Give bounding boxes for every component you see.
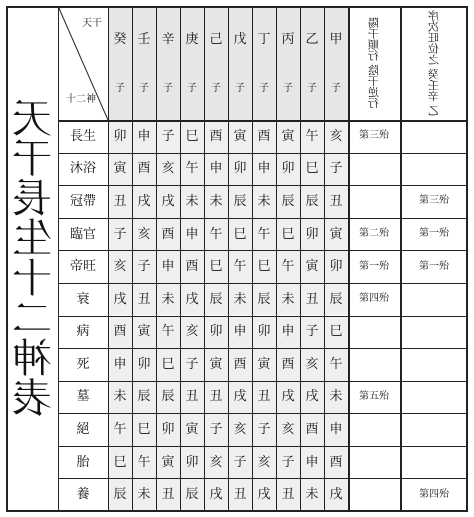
stage-cell: 丑 xyxy=(108,185,132,218)
stage-cell: 辰 xyxy=(156,381,180,414)
stem-header: 乙 xyxy=(305,31,319,47)
stem-header: 戊 xyxy=(233,31,247,47)
title-char: 二 xyxy=(12,295,52,342)
stage-cell: 巳 xyxy=(132,413,156,446)
stage-cell: 戌 xyxy=(324,478,348,511)
stem-subheader: 子 xyxy=(307,83,317,94)
stage-cell: 寅 xyxy=(156,446,180,479)
row-line xyxy=(58,185,468,186)
stage-cell: 巳 xyxy=(228,218,252,251)
row-line xyxy=(58,413,468,414)
stage-note: 第五殆 xyxy=(359,390,389,402)
stage-cell: 寅 xyxy=(300,250,324,283)
stage-cell: 巳 xyxy=(252,250,276,283)
header-diagonal-line xyxy=(58,6,108,120)
row-line xyxy=(58,250,468,251)
stem-subheader: 子 xyxy=(259,83,269,94)
stage-cell: 申 xyxy=(276,316,300,349)
stem-col-line xyxy=(276,6,277,511)
title-char: 神 xyxy=(12,335,52,382)
row-line xyxy=(58,316,468,317)
stem-header-bg xyxy=(156,6,180,120)
stage-cell: 申 xyxy=(108,348,132,381)
stage-cell: 酉 xyxy=(276,348,300,381)
stage-cell: 寅 xyxy=(228,120,252,153)
row-line xyxy=(58,348,468,349)
stage-cell: 寅 xyxy=(276,120,300,153)
row-label: 胎 xyxy=(76,454,90,470)
stage-cell: 卯 xyxy=(228,153,252,186)
header-diag-top: 天干 xyxy=(82,18,102,29)
stage-cell: 亥 xyxy=(108,250,132,283)
stage-cell: 巳 xyxy=(156,348,180,381)
order-note: 序次旺位之 癸壬辛 乙 xyxy=(427,10,441,116)
stem-header: 甲 xyxy=(329,31,343,47)
title-char: 天 xyxy=(12,95,52,142)
stem-col-line xyxy=(300,6,301,511)
stage-cell: 子 xyxy=(300,316,324,349)
stage-cell: 寅 xyxy=(204,348,228,381)
stage-cell: 卯 xyxy=(180,446,204,479)
stage-cell: 戌 xyxy=(156,185,180,218)
stem-header-bg xyxy=(324,6,348,120)
stem-header: 壬 xyxy=(137,31,151,47)
header-diag-bottom: 十二神 xyxy=(66,94,96,105)
stem-header-bg xyxy=(132,6,156,120)
stage-cell: 丑 xyxy=(132,283,156,316)
stage-cell: 辰 xyxy=(180,478,204,511)
row-label: 帝旺 xyxy=(69,259,96,275)
stage-cell: 戌 xyxy=(180,283,204,316)
stage-cell: 巳 xyxy=(108,446,132,479)
stage-cell: 卯 xyxy=(132,348,156,381)
stage-cell: 丑 xyxy=(204,381,228,414)
stage-cell: 丑 xyxy=(252,381,276,414)
stage-cell: 亥 xyxy=(228,413,252,446)
row-label: 臨官 xyxy=(69,226,96,242)
stage-cell: 酉 xyxy=(252,120,276,153)
stage-cell: 申 xyxy=(204,153,228,186)
stage-cell: 丑 xyxy=(276,478,300,511)
stage-cell: 辰 xyxy=(276,185,300,218)
title-char: 十 xyxy=(12,255,52,302)
stage-cell: 酉 xyxy=(204,120,228,153)
stage-cell: 卯 xyxy=(204,316,228,349)
row-line xyxy=(58,153,468,154)
stem-subheader: 子 xyxy=(211,83,221,94)
border-bottom xyxy=(6,510,468,512)
stage-cell: 酉 xyxy=(180,250,204,283)
stem-header: 辛 xyxy=(161,31,175,47)
stem-header-bg xyxy=(108,6,132,120)
stage-cell: 戌 xyxy=(276,381,300,414)
stage-cell: 辰 xyxy=(300,185,324,218)
stage-cell: 寅 xyxy=(180,413,204,446)
title-char: 干 xyxy=(12,135,52,182)
stage-cell: 戌 xyxy=(228,381,252,414)
stage-cell: 子 xyxy=(228,446,252,479)
side-note: 第一殆 xyxy=(419,228,449,240)
stem-header: 庚 xyxy=(185,31,199,47)
stage-cell: 申 xyxy=(228,316,252,349)
stem-col-line xyxy=(252,6,253,511)
stage-cell: 亥 xyxy=(204,446,228,479)
stage-cell: 辰 xyxy=(228,185,252,218)
stem-subheader: 子 xyxy=(331,83,341,94)
stage-cell: 亥 xyxy=(276,413,300,446)
border-left xyxy=(6,6,8,511)
row-label: 冠帶 xyxy=(69,193,96,209)
stage-cell: 酉 xyxy=(300,413,324,446)
stage-cell: 酉 xyxy=(132,153,156,186)
stage-note: 第四殆 xyxy=(359,293,389,305)
stem-header: 丁 xyxy=(257,31,271,47)
row-label: 病 xyxy=(76,324,90,340)
label-divider xyxy=(108,6,109,511)
stage-cell: 戌 xyxy=(108,283,132,316)
stage-cell: 申 xyxy=(252,153,276,186)
stage-cell: 酉 xyxy=(108,316,132,349)
stage-cell: 子 xyxy=(156,120,180,153)
stem-col-line xyxy=(132,6,133,511)
row-line xyxy=(58,381,468,382)
stage-cell: 未 xyxy=(156,283,180,316)
stem-subheader: 子 xyxy=(187,83,197,94)
stage-cell: 未 xyxy=(108,381,132,414)
row-line xyxy=(58,478,468,479)
stem-subheader: 子 xyxy=(115,83,125,94)
stage-cell: 午 xyxy=(276,250,300,283)
stage-cell: 巳 xyxy=(180,120,204,153)
stage-cell: 辰 xyxy=(252,283,276,316)
stage-cell: 卯 xyxy=(276,153,300,186)
stem-header-bg xyxy=(228,6,252,120)
stage-cell: 酉 xyxy=(156,218,180,251)
side-note: 第四殆 xyxy=(419,488,449,500)
stem-header-bg xyxy=(180,6,204,120)
row-label: 長生 xyxy=(69,128,96,144)
stage-cell: 子 xyxy=(324,153,348,186)
stage-cell: 申 xyxy=(300,446,324,479)
stage-cell: 子 xyxy=(276,446,300,479)
row-label: 養 xyxy=(76,487,90,503)
row-label: 墓 xyxy=(76,389,90,405)
stem-col-line xyxy=(156,6,157,511)
row-label: 絕 xyxy=(76,422,90,438)
stage-cell: 戌 xyxy=(204,478,228,511)
stem-col-line xyxy=(180,6,181,511)
stage-cell: 丑 xyxy=(180,381,204,414)
stage-cell: 申 xyxy=(132,120,156,153)
stage-cell: 戌 xyxy=(252,478,276,511)
stage-cell: 辰 xyxy=(204,283,228,316)
stage-cell: 午 xyxy=(180,153,204,186)
title-char: 表 xyxy=(12,375,52,422)
row-line xyxy=(58,218,468,219)
stem-header-bg xyxy=(300,6,324,120)
stem-col-line xyxy=(324,6,325,511)
row-line xyxy=(58,283,468,284)
stage-cell: 子 xyxy=(180,348,204,381)
stage-cell: 酉 xyxy=(228,348,252,381)
stage-cell: 未 xyxy=(252,185,276,218)
stage-cell: 巳 xyxy=(276,218,300,251)
stage-cell: 午 xyxy=(156,316,180,349)
stage-cell: 卯 xyxy=(252,316,276,349)
stage-cell: 申 xyxy=(180,218,204,251)
stem-header-bg xyxy=(252,6,276,120)
stage-cell: 未 xyxy=(204,185,228,218)
stage-cell: 申 xyxy=(156,250,180,283)
stage-cell: 亥 xyxy=(180,316,204,349)
stem-subheader: 子 xyxy=(163,83,173,94)
stage-cell: 子 xyxy=(204,413,228,446)
yin-yang-note: 陽干順行 陰干逆行 xyxy=(367,17,381,109)
stem-subheader: 子 xyxy=(139,83,149,94)
stage-cell: 亥 xyxy=(132,218,156,251)
stage-cell: 丑 xyxy=(324,185,348,218)
stage-note: 第三殆 xyxy=(359,130,389,142)
stage-cell: 申 xyxy=(324,413,348,446)
stem-header: 己 xyxy=(209,31,223,47)
stage-cell: 午 xyxy=(228,250,252,283)
stage-cell: 未 xyxy=(180,185,204,218)
stage-cell: 亥 xyxy=(324,120,348,153)
title-char: 長 xyxy=(12,175,52,222)
stage-cell: 子 xyxy=(252,413,276,446)
side-divider xyxy=(400,6,402,511)
stage-cell: 亥 xyxy=(252,446,276,479)
side-note: 第一殆 xyxy=(419,260,449,272)
row-line xyxy=(58,446,468,447)
stage-cell: 巳 xyxy=(300,153,324,186)
stage-cell: 亥 xyxy=(300,348,324,381)
row-label: 沐浴 xyxy=(69,161,96,177)
stem-header: 癸 xyxy=(113,31,127,47)
header-diagonal xyxy=(58,6,108,120)
stage-cell: 亥 xyxy=(156,153,180,186)
side-note: 第三殆 xyxy=(419,195,449,207)
stage-cell: 寅 xyxy=(252,348,276,381)
stem-header: 丙 xyxy=(281,31,295,47)
stage-note: 第二殆 xyxy=(359,228,389,240)
title-char: 生 xyxy=(12,215,52,262)
stage-cell: 寅 xyxy=(108,153,132,186)
stem-header-bg xyxy=(204,6,228,120)
stage-cell: 午 xyxy=(204,218,228,251)
stage-cell: 午 xyxy=(324,348,348,381)
stage-cell: 巳 xyxy=(324,316,348,349)
stage-cell: 丑 xyxy=(156,478,180,511)
stage-cell: 子 xyxy=(108,218,132,251)
row-label: 衰 xyxy=(76,291,90,307)
table-title xyxy=(6,6,58,511)
stem-subheader: 子 xyxy=(283,83,293,94)
stage-cell: 未 xyxy=(324,381,348,414)
stage-cell: 子 xyxy=(132,250,156,283)
stage-cell: 辰 xyxy=(132,381,156,414)
stage-note: 第一殆 xyxy=(359,260,389,272)
stage-cell: 丑 xyxy=(300,283,324,316)
notes-divider xyxy=(348,6,350,511)
stem-col-line xyxy=(204,6,205,511)
stage-cell: 巳 xyxy=(204,250,228,283)
stage-cell: 午 xyxy=(300,120,324,153)
stem-subheader: 子 xyxy=(235,83,245,94)
stage-cell: 寅 xyxy=(132,316,156,349)
stage-cell: 卯 xyxy=(300,218,324,251)
stage-cell: 卯 xyxy=(156,413,180,446)
stage-cell: 午 xyxy=(252,218,276,251)
stage-cell: 辰 xyxy=(324,283,348,316)
stage-cell: 丑 xyxy=(228,478,252,511)
stage-cell: 戌 xyxy=(300,381,324,414)
stage-cell: 午 xyxy=(132,446,156,479)
stem-header-bg xyxy=(276,6,300,120)
stage-cell: 戌 xyxy=(132,185,156,218)
stage-cell: 酉 xyxy=(324,446,348,479)
stage-cell: 未 xyxy=(300,478,324,511)
stage-cell: 卯 xyxy=(324,250,348,283)
stage-cell: 未 xyxy=(276,283,300,316)
stage-cell: 未 xyxy=(228,283,252,316)
border-right xyxy=(466,6,468,511)
row-label: 死 xyxy=(76,356,90,372)
header-bottom xyxy=(58,120,468,122)
stage-cell: 卯 xyxy=(108,120,132,153)
stage-cell: 午 xyxy=(108,413,132,446)
stage-cell: 辰 xyxy=(108,478,132,511)
stage-cell: 寅 xyxy=(324,218,348,251)
stage-cell: 未 xyxy=(132,478,156,511)
stem-col-line xyxy=(228,6,229,511)
